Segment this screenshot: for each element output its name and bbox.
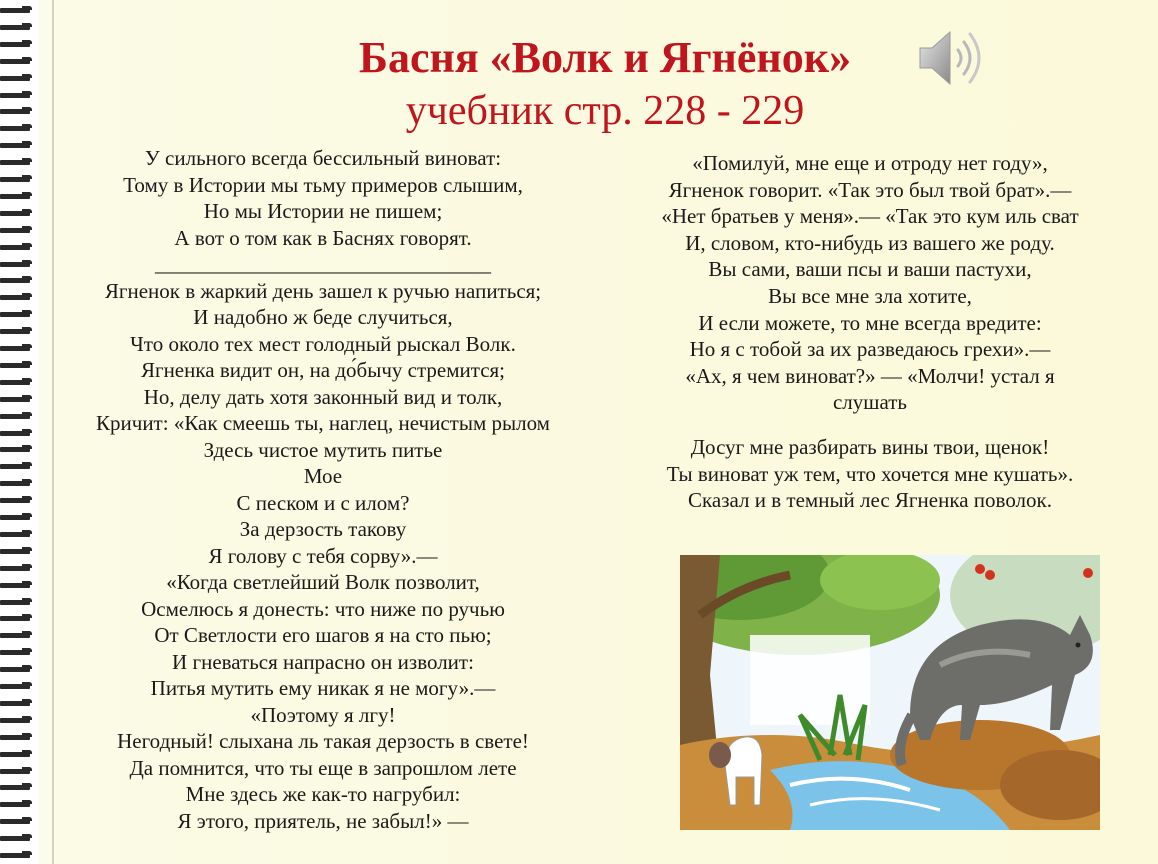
binding-ring bbox=[0, 141, 34, 149]
binding-ring bbox=[0, 767, 34, 775]
poem-line: «Ах, я чем виноват?» — «Молчи! устал я bbox=[685, 363, 1055, 388]
poem-line: Ты виноват уж тем, что хочется мне кушать». bbox=[666, 461, 1074, 486]
binding-ring bbox=[0, 74, 34, 82]
binding-ring bbox=[0, 513, 34, 521]
poem-line: От Светлости его шагов я на сто пью; bbox=[154, 623, 492, 647]
poem-line: За дерзость такову bbox=[239, 517, 407, 541]
notebook-spine bbox=[0, 0, 38, 864]
poem-line: И гневаться напрасно он изволит: bbox=[172, 649, 474, 674]
binding-ring bbox=[0, 631, 34, 639]
poem-line: Мое bbox=[303, 464, 343, 488]
poem-line: Досуг мне разбирать вины твои, щенок! bbox=[690, 435, 1050, 459]
poem-line: Но мы Истории не пишем; bbox=[203, 199, 443, 223]
poem-line: Кричит: «Как смеешь ты, наглец, нечистым рылом bbox=[96, 411, 550, 435]
binding-ring bbox=[0, 564, 34, 572]
poem-line: «Поэтому я лгу! bbox=[250, 702, 396, 727]
binding-ring bbox=[0, 699, 34, 707]
poem-line: И если можете, то мне всегда вредите: bbox=[698, 310, 1042, 335]
binding-ring bbox=[0, 6, 34, 14]
binding-ring bbox=[0, 310, 34, 318]
poem-line: Тому в Истории мы тьму примеров слышим, bbox=[123, 172, 523, 197]
binding-ring bbox=[0, 530, 34, 538]
binding-ring bbox=[0, 547, 34, 555]
binding-ring bbox=[0, 479, 34, 487]
poem-line: А вот о том как в Баснях говорят. bbox=[174, 225, 472, 250]
poem-line: С песком и с илом? bbox=[236, 490, 410, 515]
binding-ring bbox=[0, 665, 34, 673]
speaker-icon[interactable] bbox=[916, 26, 988, 90]
binding-ring bbox=[0, 124, 34, 132]
poem-line: Но, делу дать хотя законный вид и толк, bbox=[143, 384, 503, 409]
poem-line: И, словом, кто-нибудь из вашего же роду. bbox=[685, 230, 1055, 255]
poem-line: Мне здесь же как-то нагрубил: bbox=[185, 782, 461, 806]
poem-line: У сильного всегда бессильный виноват: bbox=[144, 146, 502, 170]
binding-ring bbox=[0, 192, 34, 200]
binding-ring bbox=[0, 716, 34, 724]
binding-ring bbox=[0, 682, 34, 690]
poem-line: Я этого, приятель, не забыл!» — bbox=[177, 808, 469, 833]
binding-ring bbox=[0, 57, 34, 65]
binding-ring bbox=[0, 581, 34, 589]
binding-ring bbox=[0, 91, 34, 99]
poem-line: И надобно ж беде случиться, bbox=[193, 305, 453, 329]
binding-ring bbox=[0, 158, 34, 166]
binding-ring bbox=[0, 40, 34, 48]
binding-ring bbox=[0, 429, 34, 437]
poem-line: Да помнится, что ты еще в запрошлом лете bbox=[129, 755, 517, 780]
binding-ring bbox=[0, 378, 34, 386]
binding-ring bbox=[0, 395, 34, 403]
binding-ring bbox=[0, 243, 34, 251]
poem-line: «Помилуй, мне еще и отроду нет году», bbox=[692, 151, 1048, 175]
poem-line: «Когда светлейший Волк позволит, bbox=[166, 570, 480, 594]
binding-ring bbox=[0, 648, 34, 656]
binding-ring bbox=[0, 344, 34, 352]
binding-ring bbox=[0, 614, 34, 622]
binding-ring bbox=[0, 293, 34, 301]
binding-ring bbox=[0, 800, 34, 808]
poem-line: слушать bbox=[832, 390, 907, 415]
poem-line: Но я с тобой за их разведаюсь грехи».— bbox=[689, 337, 1051, 362]
poem-line: ________________________________ bbox=[155, 252, 491, 276]
poem-line: Сказал и в темный лес Ягненка поволок. bbox=[688, 488, 1052, 513]
poem-line: Что около тех мест голодный рыскал Волк. bbox=[130, 331, 516, 356]
poem-line: Я голову с тебя сорву».— bbox=[208, 543, 438, 568]
binding-ring bbox=[0, 175, 34, 183]
poem-line: Ягненок в жаркий день зашел к ручью напиться; bbox=[104, 278, 542, 303]
poem-line: Ягненка видит он, на до́бычу стремится; bbox=[140, 358, 506, 382]
binding-ring bbox=[0, 598, 34, 606]
binding-ring bbox=[0, 23, 34, 31]
binding-ring bbox=[0, 226, 34, 234]
binding-ring bbox=[0, 817, 34, 825]
margin-line bbox=[52, 0, 54, 864]
poem-line: Осмелюсь я донесть: что ниже по ручью bbox=[141, 596, 505, 621]
binding-ring bbox=[0, 445, 34, 453]
binding-ring bbox=[0, 462, 34, 470]
page-title: Басня «Волк и Ягнёнок» bbox=[358, 33, 852, 82]
binding-ring bbox=[0, 361, 34, 369]
poem-line: Питья мутить ему никак я не могу».— bbox=[150, 676, 496, 700]
binding-ring bbox=[0, 107, 34, 115]
binding-ring bbox=[0, 851, 34, 859]
poem-line: Вы сами, ваши псы и ваши пастухи, bbox=[708, 257, 1032, 282]
poem-line: Негодный! слыхана ль такая дерзость в свете! bbox=[117, 729, 529, 753]
binding-ring bbox=[0, 412, 34, 420]
binding-ring bbox=[0, 327, 34, 335]
page-subtitle: учебник стр. 228 - 229 bbox=[405, 88, 805, 134]
binding-ring bbox=[0, 276, 34, 284]
poem-line: «Нет братьев у меня».— «Так это кум иль сват bbox=[661, 204, 1079, 229]
binding-ring bbox=[0, 260, 34, 268]
poem-line: Вы все мне зла хотите, bbox=[768, 283, 972, 308]
wolf-and-lamb-illustration bbox=[680, 555, 1100, 830]
binding-ring bbox=[0, 783, 34, 791]
binding-ring bbox=[0, 750, 34, 758]
binding-ring bbox=[0, 496, 34, 504]
fable-left-column bbox=[60, 145, 586, 834]
binding-ring bbox=[0, 733, 34, 741]
poem-line: Ягненок говорит. «Так это был твой брат».— bbox=[668, 177, 1072, 202]
fable-right-column bbox=[610, 150, 1130, 416]
binding-ring bbox=[0, 209, 34, 217]
poem-line: Здесь чистое мутить питье bbox=[203, 437, 443, 462]
fable-ending bbox=[610, 434, 1130, 514]
binding-ring bbox=[0, 834, 34, 842]
